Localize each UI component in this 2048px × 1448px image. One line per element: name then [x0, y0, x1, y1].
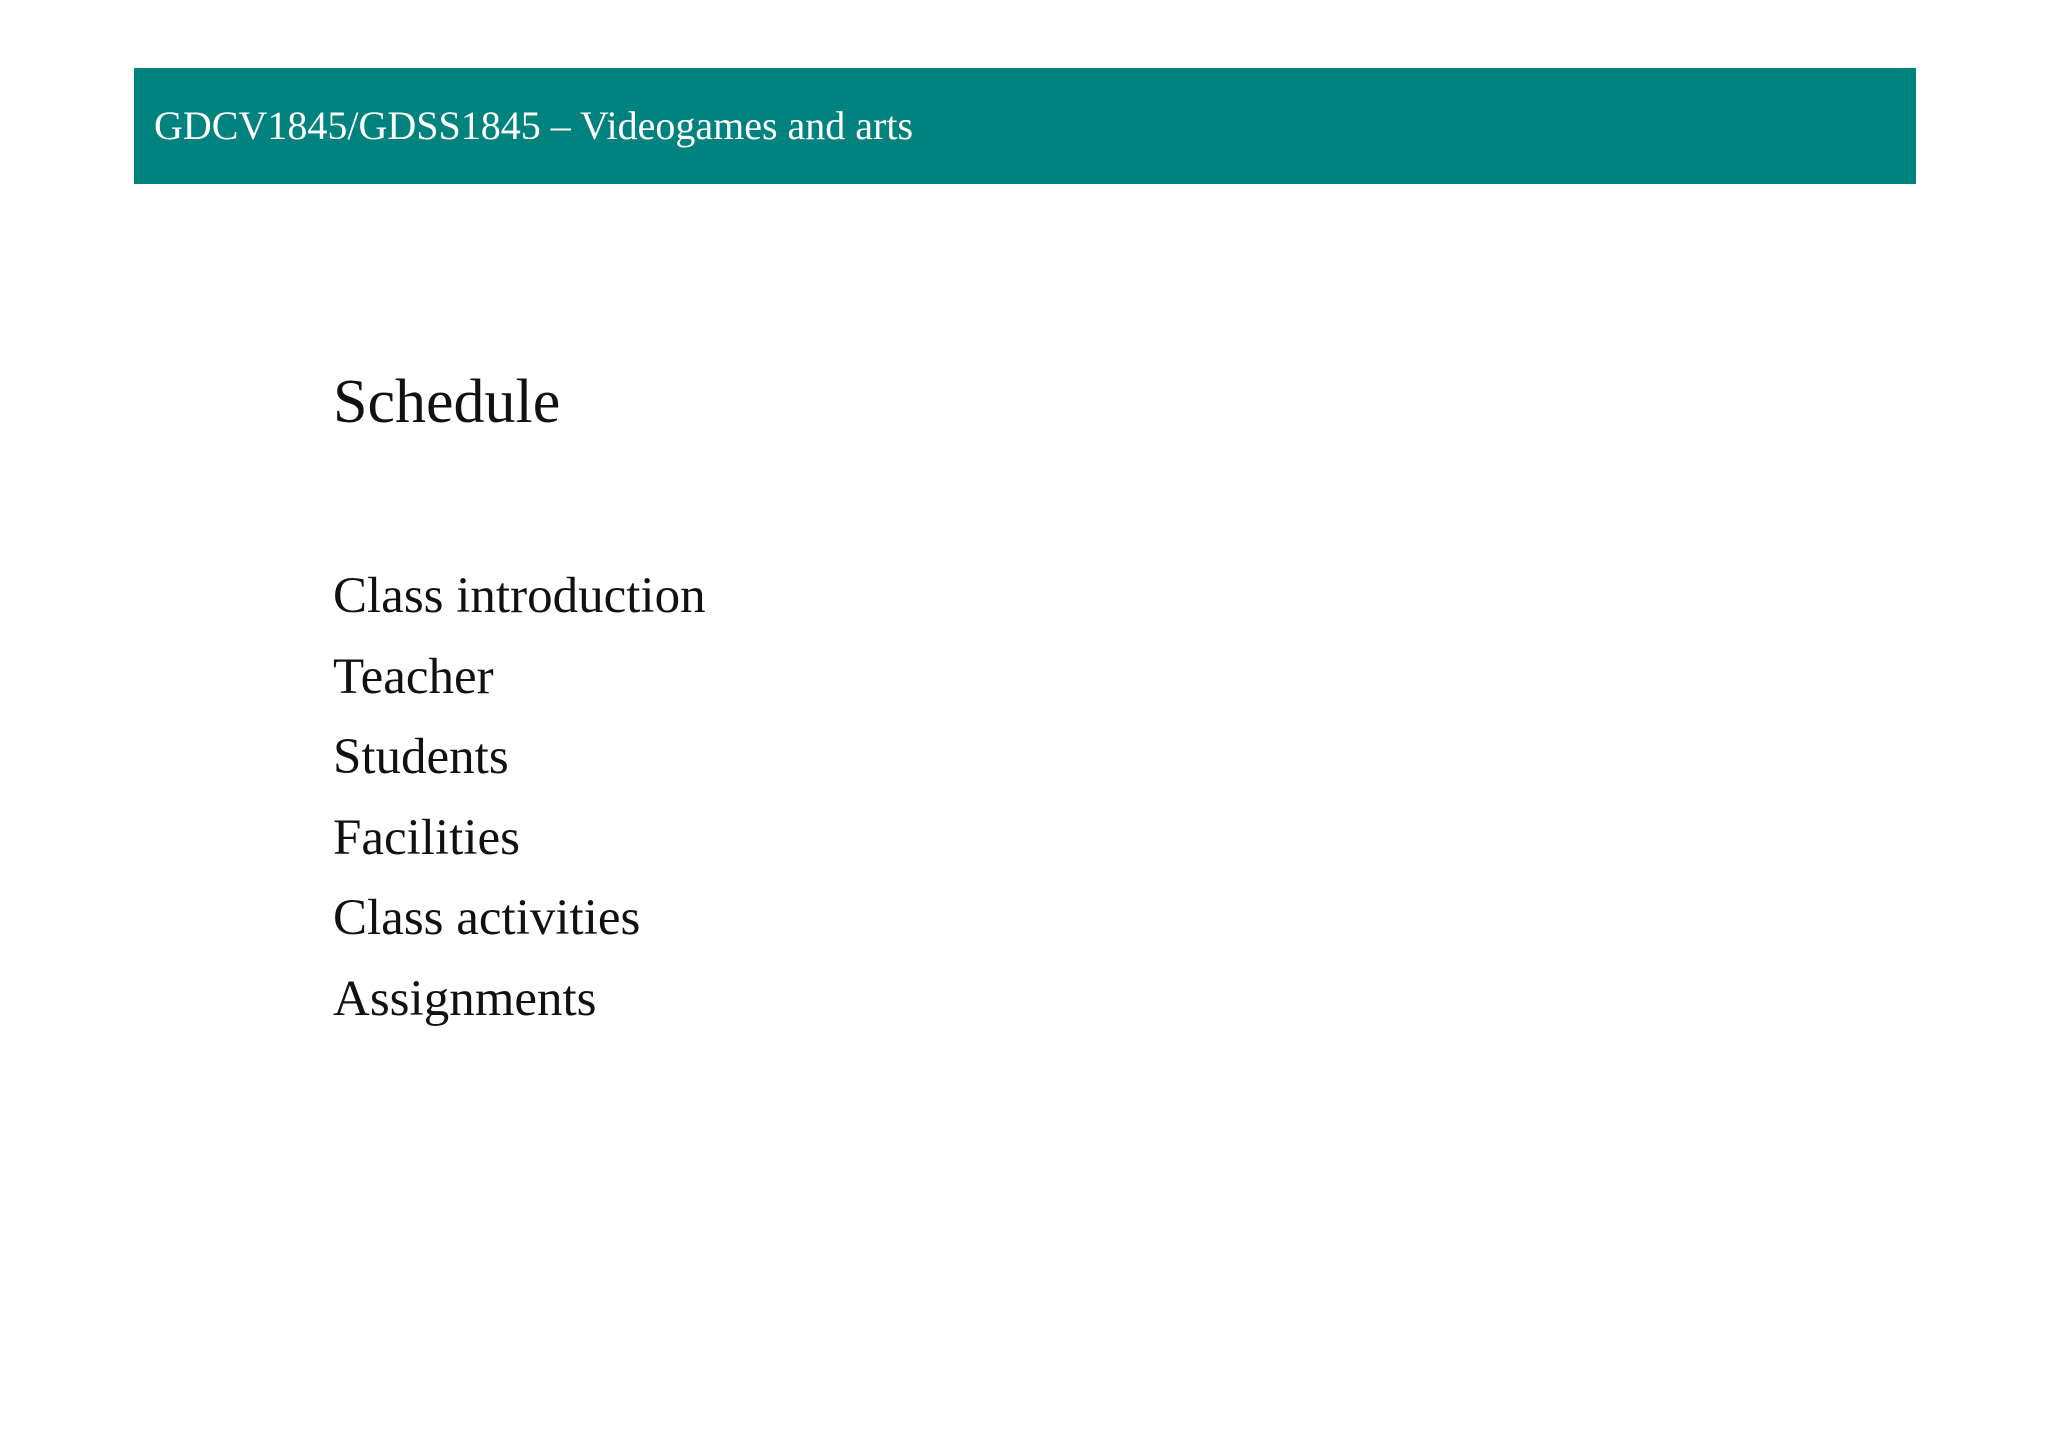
course-title: GDCV1845/GDSS1845 – Videogames and arts — [154, 103, 914, 148]
agenda-item-class-activities: Class activities — [333, 890, 641, 946]
agenda-item-students: Students — [333, 729, 509, 785]
header-banner — [134, 68, 1916, 184]
slide-title: Schedule — [333, 368, 561, 436]
agenda-item-teacher: Teacher — [333, 648, 494, 705]
agenda-item-facilities: Facilities — [333, 809, 520, 866]
agenda-item-class-introduction: Class introduction — [333, 568, 706, 624]
agenda-list — [333, 556, 706, 1039]
agenda-item-assignments: Assignments — [333, 970, 597, 1027]
